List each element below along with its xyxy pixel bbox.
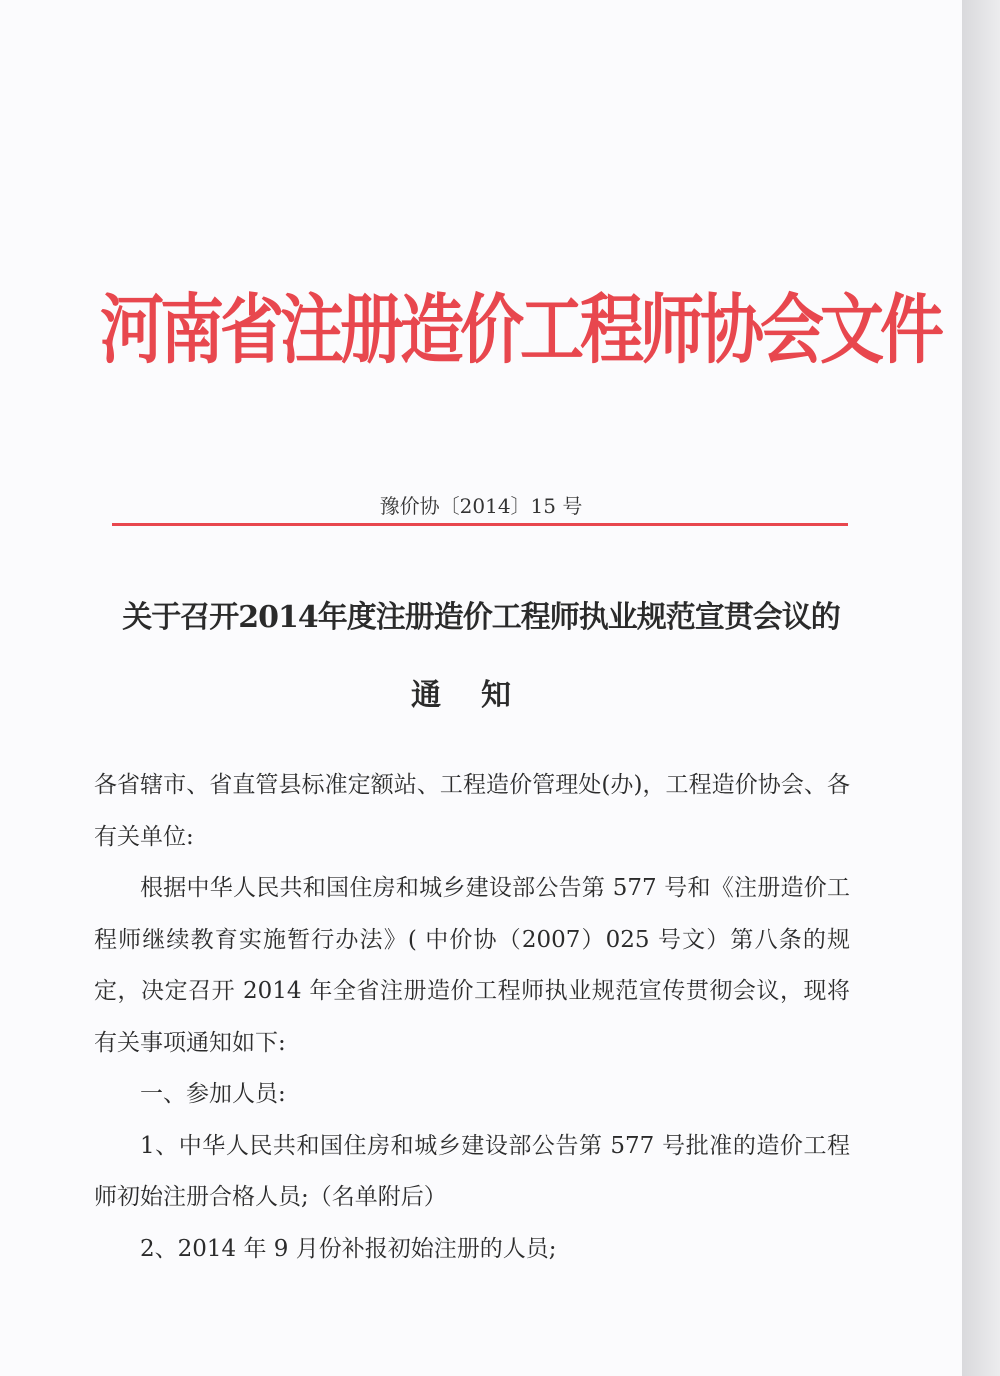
list-item: 1、中华人民共和国住房和城乡建设部公告第 577 号批准的造价工程师初始注册合格人员;（名单附后） <box>94 1132 850 1210</box>
masthead-title: 河南省注册造价工程师协会文件 <box>100 286 940 376</box>
scan-edge-shadow <box>962 0 1000 1376</box>
paragraph-intro: 根据中华人民共和国住房和城乡建设部公告第 577 号和《注册造价工程师继续教育实施暂行办法》( 中价协（2007）025 号文）第八条的规定，决定召开 2014 年全省注册造价工程师执业规范宣传贯彻会议，现将有关事项通知如下: <box>94 875 850 1056</box>
section-heading-participants: 一、参加人员: <box>140 1081 286 1107</box>
notice-body <box>94 760 850 1275</box>
notice-title: 关于召开2014年度注册造价工程师执业规范宣贯会议的 <box>122 600 840 635</box>
salutation: 各省辖市、省直管县标准定额站、工程造价管理处(办)，工程造价协会、各有关单位: <box>94 772 850 850</box>
notice-title-suffix: 通知 <box>411 678 551 713</box>
list-item: 2、2014 年 9 月份补报初始注册的人员; <box>140 1235 557 1262</box>
red-divider-line <box>112 523 848 526</box>
document-number: 豫价协〔2014〕15 号 <box>379 494 583 518</box>
